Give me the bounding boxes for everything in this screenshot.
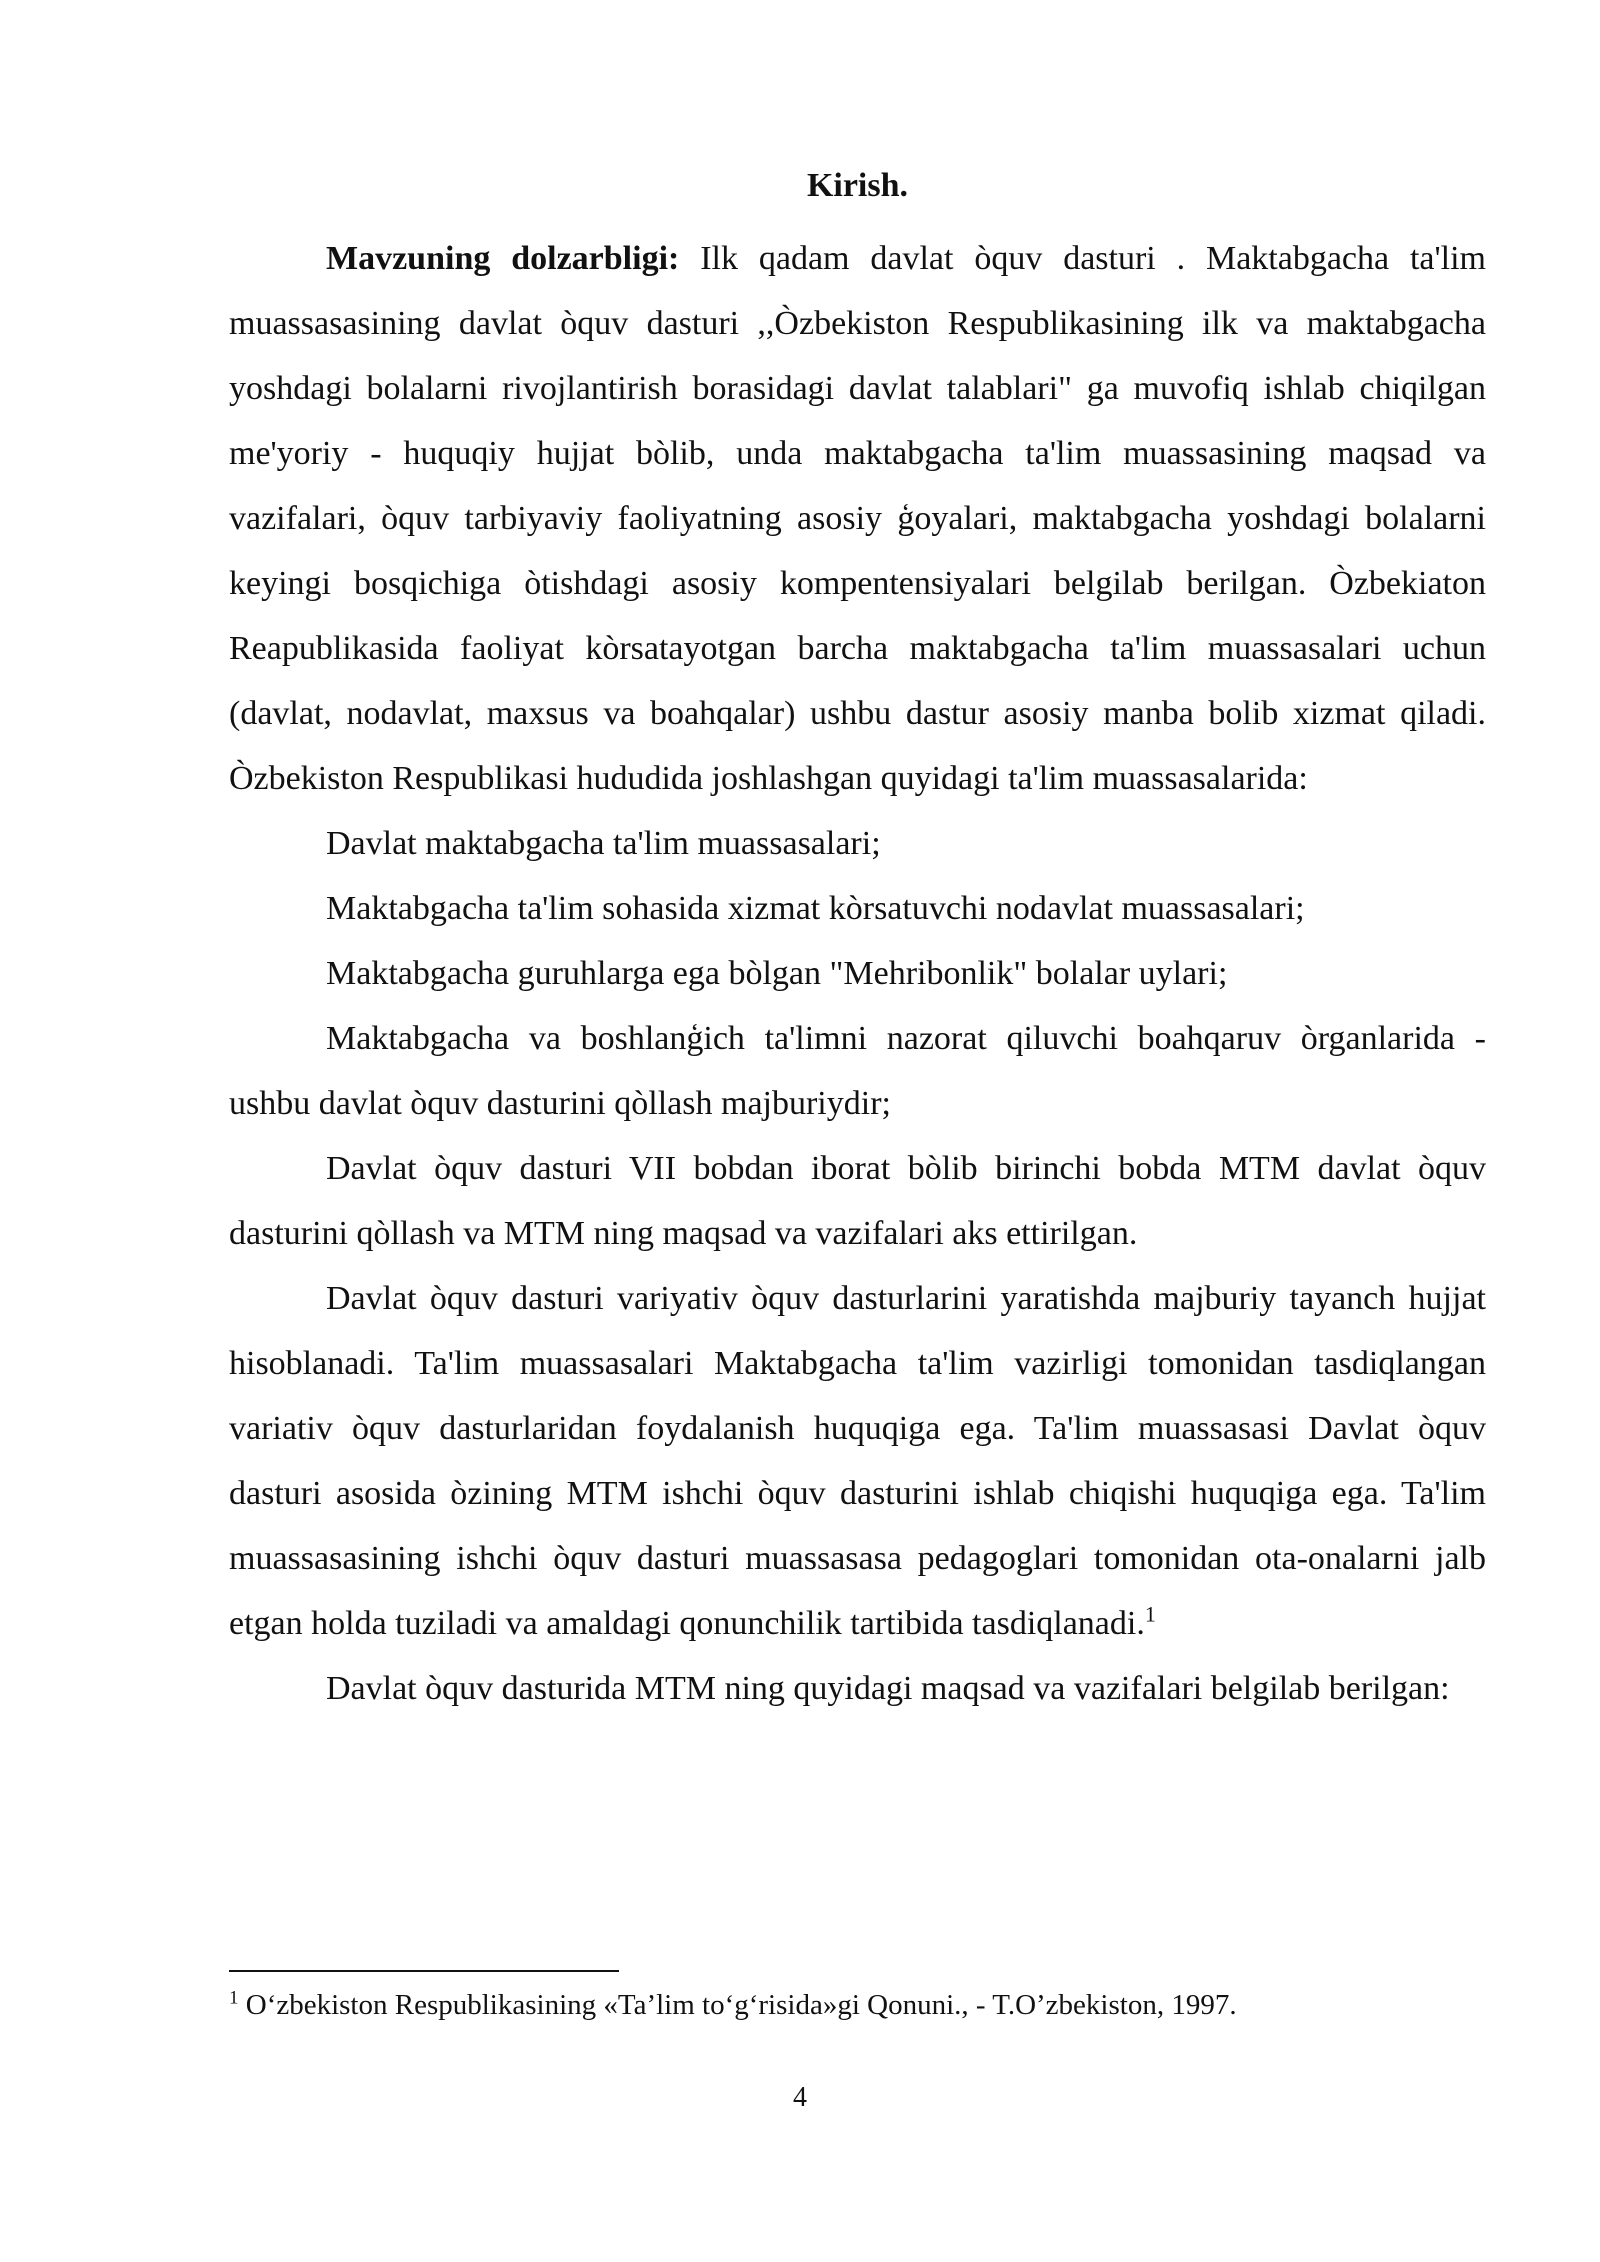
footnote-divider — [229, 1970, 619, 1972]
paragraph-2-text: Davlat òquv dasturi variyativ òquv dasturlarini yaratishda majburiy tayanch hujjat hisoblanadi. Ta'lim muassasalari Maktabgacha ta'lim vazirligi tomonidan tasdiqlangan variativ òquv dasturlaridan foydalanish huquqiga ega. Ta'lim muassasasi Davlat òquv dasturi asosida òzining MTM ishchi òquv dasturini ishlab chiqishi huquqiga ega. Ta'lim muassasasining ishchi òquv dasturi muassasasa pedagoglari tomonidan ota-onalarni jalb etgan holda tuziladi va amaldagi qonunchilik tartibida tasdiqlanadi. — [229, 1280, 1486, 1642]
section-title: Kirish. — [806, 167, 909, 204]
paragraph-1: Davlat òquv dasturi VII bobdan iborat bòlib birinchi bobda MTM davlat òquv dasturini qòllash va MTM ning maqsad va vazifalari aks ettirilgan. — [229, 1150, 1486, 1252]
list-item-4: Maktabgacha va boshlanģich ta'limni nazorat qiluvchi boahqaruv òrganlarida - ushbu davlat òquv dasturini qòllash majburiydir; — [229, 1020, 1486, 1122]
paragraph-3: Davlat òquv dasturida MTM ning quyidagi maqsad va vazifalari belgilab berilgan: — [326, 1670, 1450, 1707]
page-number: 4 — [793, 2082, 807, 2113]
footnote-reference[interactable]: 1 — [1144, 1601, 1156, 1627]
footnote-text: O‘zbekiston Respublikasining «Ta’lim to‘g‘risida»gi Qonuni., - T.O’zbekiston, 1997. — [238, 1989, 1237, 2021]
list-item-2: Maktabgacha ta'lim sohasida xizmat kòrsatuvchi nodavlat muassasalari; — [326, 890, 1305, 927]
intro-text: Ilk qadam davlat òquv dasturi . Maktabgacha ta'lim muassasasining davlat òquv dasturi ,,Òzbekiston Respublikasining ilk va maktabgacha yoshdagi bolalarni rivojlantirish borasidagi davlat talablari" ga muvofiq ishlab chiqilgan me'yoriy - huquqiy hujjat bòlib, unda maktabgacha ta'lim muassasining maqsad va vazifalari, òquv tarbiyaviy faoliyatning asosiy ģoyalari, maktabgacha yoshdagi bolalarni keyingi bosqichiga òtishdagi asosiy kompentensiyalari belgilab berilgan. Òzbekiaton Reapublikasida faoliyat kòrsatayotgan barcha maktabgacha ta'lim muassasalari uchun (davlat, nodavlat, maxsus va boahqalar) ushbu dastur asosiy manba bolib xizmat qiladi. Òzbekiston Respublikasi hududida joshlashgan quyidagi ta'lim muassasalarida: — [229, 240, 1486, 797]
list-item-1: Davlat maktabgacha ta'lim muassasalari; — [326, 825, 881, 862]
list-item-3: Maktabgacha guruhlarga ega bòlgan "Mehribonlik" bolalar uylari; — [326, 955, 1228, 992]
footnote-marker: 1 — [229, 1987, 239, 2009]
document-page — [229, 160, 1486, 1721]
paragraph-2 — [229, 1266, 1486, 1656]
intro-lead: Mavzuning dolzarbligi: — [326, 240, 680, 277]
footnote — [229, 1985, 1486, 2025]
intro-paragraph — [229, 226, 1486, 811]
